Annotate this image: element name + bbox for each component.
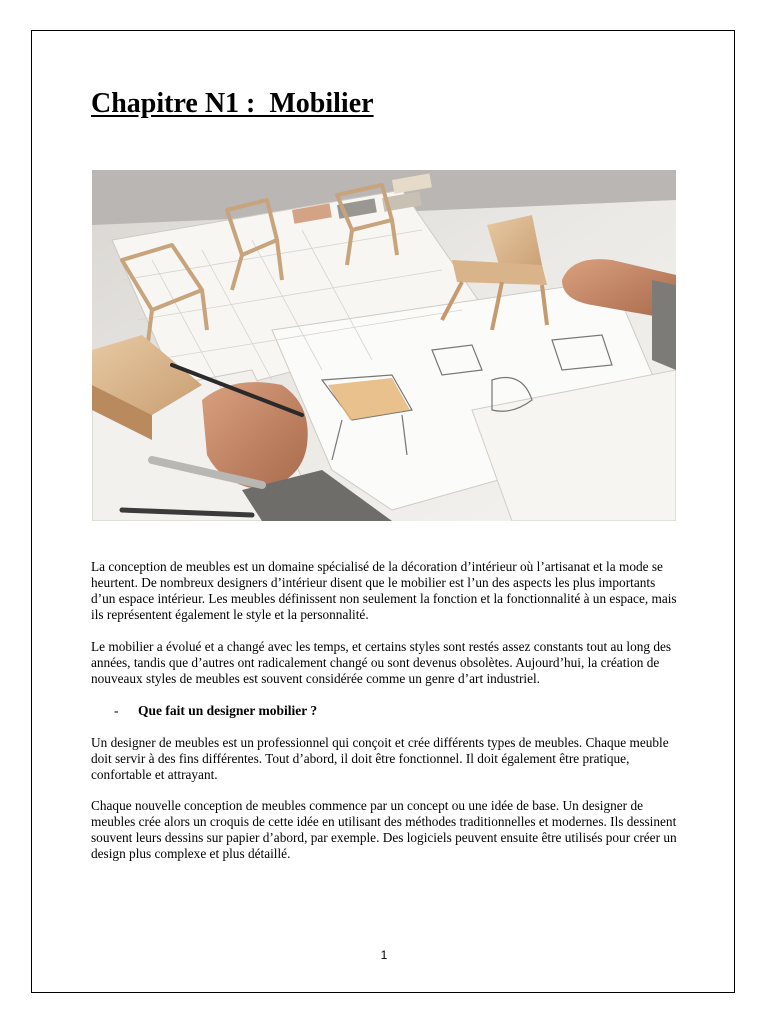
chapter-title: Chapitre N1 : Mobilier [91, 88, 374, 119]
page-number: 1 [380, 948, 388, 962]
intro-paragraph-1: La conception de meubles est un domaine spécialisé de la décoration d’intérieur où l’artisanat et la mode se heurtent. De nombreux designers d’intérieur disent que le mobilier est l’un des aspects les plus importants d’un espace intérieur. Les meubles définissent non seulement la fonction et la fonctionnalité à un espace, mais ils représentent également le style et la personnalité. [91, 559, 677, 622]
furniture-design-photo [92, 170, 676, 521]
bullet-marker: - [114, 703, 119, 718]
section-heading [114, 702, 317, 720]
section-paragraph-1: Un designer de meubles est un professionnel qui conçoit et crée différents types de meubles. Chaque meuble doit servir à des fins différentes. Tout d’abord, il doit être fonctionnel. Il doit également être pratique, confortable et attrayant. [91, 735, 669, 782]
section-heading-text: Que fait un designer mobilier ? [138, 703, 318, 718]
section-paragraph-2: Chaque nouvelle conception de meubles commence par un concept ou une idée de base. Un designer de meubles crée alors un croquis de cette idée en utilisant des méthodes traditionnelles et modernes. Ils dessinent souvent leurs dessins sur papier d’abord, par exemple. Des logiciels peuvent ensuite être utilisés pour créer un design plus complexe et plus détaillé. [91, 798, 677, 861]
intro-paragraph-2: Le mobilier a évolué et a changé avec les temps, et certains styles sont restés assez constants tout au long des années, tandis que d’autres ont radicalement changé ou sont devenus obsolètes. Aujourd’hui, la création de nouveaux styles de meubles est souvent considérée comme un genre d’art industriel. [91, 639, 672, 686]
